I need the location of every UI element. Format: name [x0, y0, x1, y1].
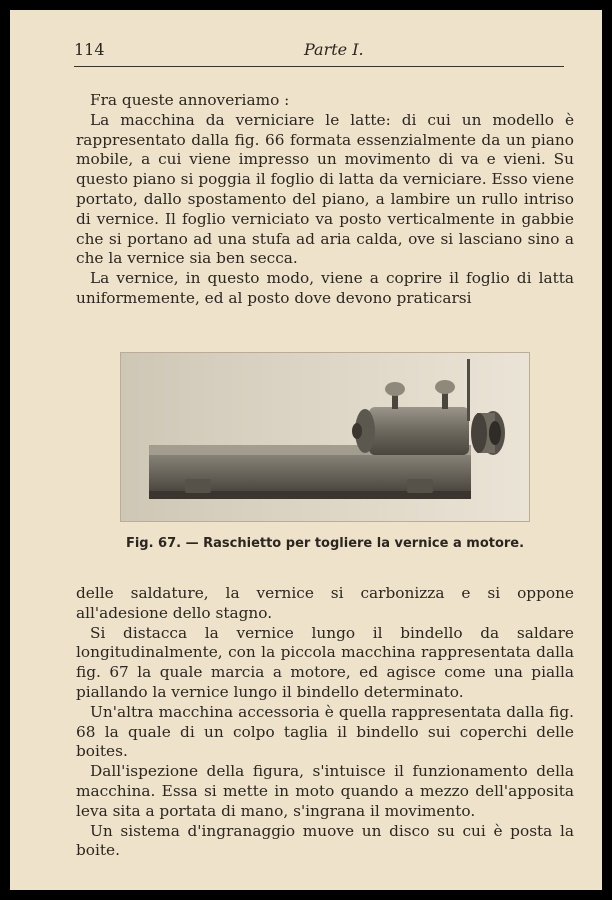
paragraph: Fra queste annoveriamo : — [90, 91, 290, 109]
paragraph: Si distacca la vernice lungo il bindello da saldare longitudinalmente, con la piccola macchina rappresentata dalla fig. 67 la quale marcia a motore, ed agisce come una pialla piallando la vernice lungo il bindello determinato. — [76, 623, 574, 701]
paragraph: Un'altra macchina accessoria è quella rappresentata dalla fig. 68 la quale di un colpo taglia il bindello sui coperchi delle boites. — [76, 702, 574, 761]
page-header — [74, 40, 564, 68]
paragraph: Un sistema d'ingranaggio muove un disco su cui è posta la boite. — [76, 821, 574, 860]
paragraph: La macchina da verniciare le latte: di cui un modello è rappresentato dalla fig. 66 formata essenzialmente da un piano mobile, a cui viene impresso un movimento di va e vieni. Su questo piano si poggia il foglio di latta da verniciare. Esso viene portato, dallo spostamento del piano, a lambire un rullo intriso di vernice. Il foglio verniciato va posto verticalmente in gabbie che si portano ad una stufa ad aria calda, ove si lasciano sino a che la vernice sia ben secca. — [76, 110, 574, 268]
header-rule — [74, 66, 564, 67]
figure-caption: Fig. 67. — Raschietto per togliere la vernice a motore. — [125, 536, 525, 551]
paragraph: delle saldature, la vernice si carbonizza e si oppone all'adesione dello stagno. — [76, 584, 574, 622]
page-number: 114 — [74, 40, 105, 59]
running-title: Parte I. — [304, 40, 364, 59]
book-page — [10, 10, 602, 890]
figure-67-photo — [120, 352, 530, 522]
scraper-machine-illustration — [121, 353, 529, 521]
body-text-bottom — [76, 584, 574, 861]
paragraph: Dall'ispezione della figura, s'intuisce il funzionamento della macchina. Essa si mette in moto quando a mezzo dell'apposita leva sita a portata di mano, s'ingrana il movimento. — [76, 762, 574, 820]
body-text-top — [76, 91, 574, 309]
paragraph: La vernice, in questo modo, viene a coprire il foglio di latta uniformemente, ed al posto dove devono praticarsi — [76, 269, 574, 307]
